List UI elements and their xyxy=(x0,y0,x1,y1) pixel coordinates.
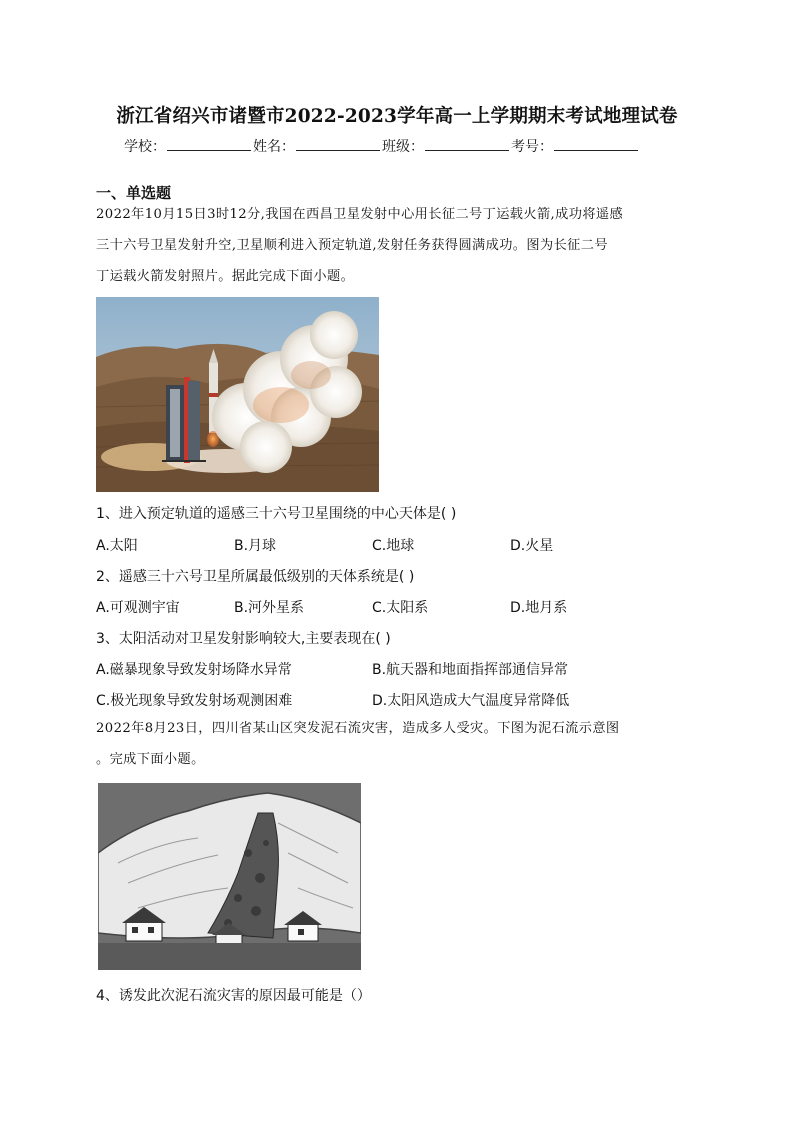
passage-rocket-launch xyxy=(96,199,700,292)
school-label: 学校： xyxy=(124,139,166,155)
student-info-line xyxy=(124,136,684,156)
school-blank xyxy=(167,136,251,151)
question-2-option-d[interactable]: D.地月系 xyxy=(510,600,568,616)
question-2-stem: 2、遥感三十六号卫星所属最低级别的天体系统是( ) xyxy=(96,569,415,585)
question-3-option-b[interactable]: B.航天器和地面指挥部通信异常 xyxy=(372,662,569,678)
question-1-option-c[interactable]: C.地球 xyxy=(372,538,415,554)
passage-line: 2022年10月15日3时12分,我国在西昌卫星发射中心用长征二号丁运载火箭,成功将遥感 xyxy=(96,207,624,222)
name-label: 姓名： xyxy=(253,139,295,155)
question-1-option-a[interactable]: A.太阳 xyxy=(96,538,138,554)
question-1-stem: 1、进入预定轨道的遥感三十六号卫星围绕的中心天体是( ) xyxy=(96,506,457,522)
passage-debris-flow xyxy=(96,713,700,775)
question-2-option-c[interactable]: C.太阳系 xyxy=(372,600,429,616)
debris-flow-sketch xyxy=(98,783,361,970)
paper-title: 浙江省绍兴市诸暨市2022-2023学年高一上学期期末考试地理试卷 xyxy=(116,106,678,127)
passage-line: 丁运载火箭发射照片。据此完成下面小题。 xyxy=(96,269,355,284)
passage-line: 三十六号卫星发射升空,卫星顺利进入预定轨道,发射任务获得圆满成功。图为长征二号 xyxy=(96,238,608,253)
rocket-launch-photo xyxy=(96,297,379,492)
question-1-option-d[interactable]: D.火星 xyxy=(510,538,554,554)
exam-number-blank xyxy=(554,136,638,151)
name-blank xyxy=(296,136,380,151)
passage-line: 2022年8月23日，四川省某山区突发泥石流灾害，造成多人受灾。下图为泥石流示意图 xyxy=(96,721,620,736)
passage-line: 。完成下面小题。 xyxy=(96,752,205,767)
question-3-option-a[interactable]: A.磁暴现象导致发射场降水异常 xyxy=(96,662,292,678)
question-2-option-b[interactable]: B.河外星系 xyxy=(234,600,305,616)
section-heading: 一、单选题 xyxy=(96,184,172,202)
question-4-stem: 4、诱发此次泥石流灾害的原因最可能是（） xyxy=(96,988,371,1004)
exam-number-label: 考号： xyxy=(511,139,553,155)
question-1-option-b[interactable]: B.月球 xyxy=(234,538,277,554)
class-label: 班级： xyxy=(382,139,424,155)
question-2-option-a[interactable]: A.可观测宇宙 xyxy=(96,600,180,616)
class-blank xyxy=(425,136,509,151)
question-3-option-d[interactable]: D.太阳风造成大气温度异常降低 xyxy=(372,693,570,709)
question-3-option-c[interactable]: C.极光现象导致发射场观测困难 xyxy=(96,693,293,709)
question-3-stem: 3、太阳活动对卫星发射影响较大,主要表现在( ) xyxy=(96,631,391,647)
